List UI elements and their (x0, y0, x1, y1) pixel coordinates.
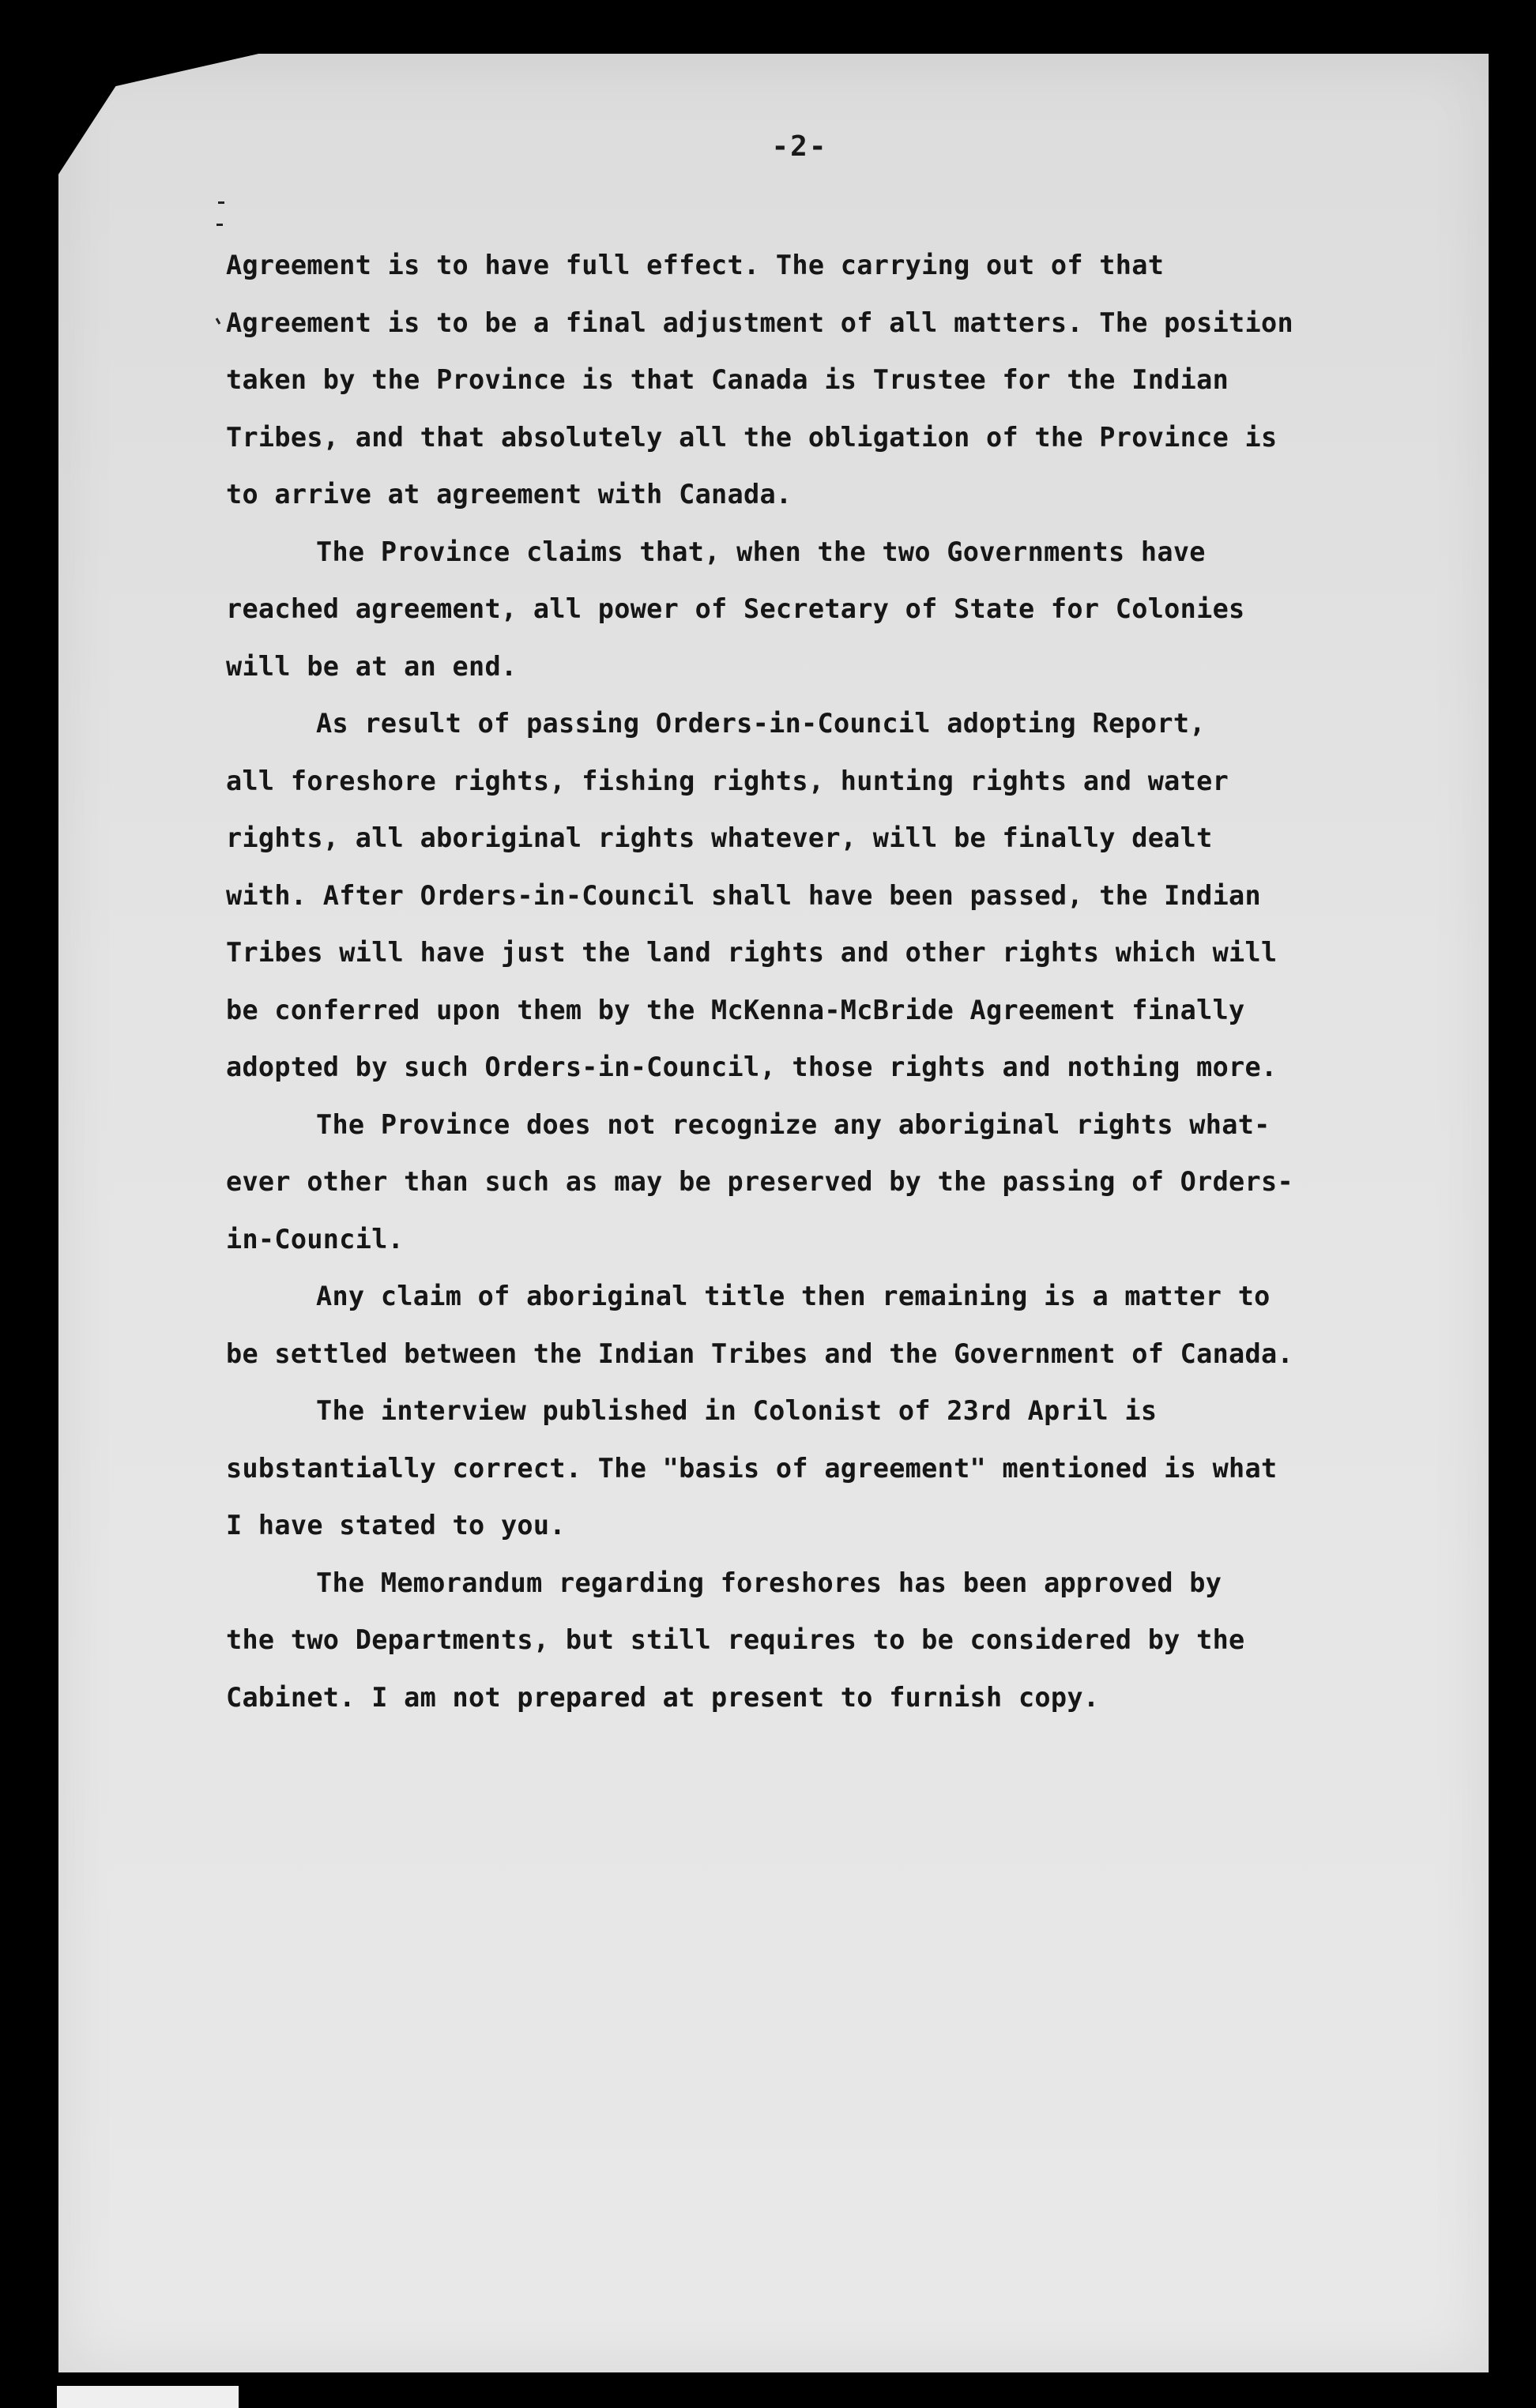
letter-body (226, 237, 1427, 1726)
text-line: Cabinet. I am not prepared at present to furnish copy. (226, 1681, 1100, 1713)
text-line: Agreement is to have full effect. The carrying out of that (226, 250, 1165, 280)
text-line: to arrive at agreement with Canada. (226, 479, 792, 510)
text-line: As result of passing Orders-in-Council adopting Report, (316, 708, 1206, 739)
text-line: be conferred upon them by the McKenna-McBride Agreement finally (226, 994, 1245, 1025)
text-line: be settled between the Indian Tribes and the Government of Canada. (226, 1338, 1293, 1369)
text-line: reached agreement, all power of Secretary of State for Colonies (226, 593, 1245, 624)
text-line: The Memorandum regarding foreshores has been approved by (316, 1567, 1222, 1598)
scan-edge-tab (57, 2386, 239, 2408)
paragraph (226, 524, 1427, 696)
text-line: Any claim of aboriginal title then remaining is a matter to (316, 1281, 1271, 1311)
text-line: Agreement is to be a final adjustment of all matters. The position (226, 307, 1293, 338)
text-line: substantially correct. The "basis of agreement" mentioned is what (226, 1452, 1278, 1484)
page-number: -2- (771, 130, 828, 163)
paragraph (226, 237, 1427, 524)
text-line: rights, all aboriginal rights whatever, will be finally dealt (226, 822, 1213, 853)
text-line: will be at an end. (226, 650, 518, 682)
text-line: The interview published in Colonist of 23rd April is (316, 1395, 1158, 1426)
text-line: adopted by such Orders-in-Council, those rights and nothing more. (226, 1052, 1278, 1082)
text-line: in-Council. (226, 1223, 405, 1255)
paragraph (226, 695, 1427, 1097)
text-line: Tribes will have just the land rights and other rights which will (226, 937, 1278, 968)
text-line: ever other than such as may be preserved by the passing of Orders- (226, 1166, 1293, 1197)
text-line: all foreshore rights, fishing rights, hunting rights and water (226, 765, 1229, 796)
paragraph (226, 1097, 1427, 1269)
text-line: the two Departments, but still requires to be considered by the (226, 1624, 1245, 1655)
text-line: with. After Orders-in-Council shall have been passed, the Indian (226, 879, 1261, 911)
paragraph (226, 1268, 1427, 1383)
text-line: I have stated to you. (226, 1510, 566, 1541)
text-line: taken by the Province is that Canada is Trustee for the Indian (226, 364, 1229, 395)
text-line: The Province claims that, when the two Governments have (316, 536, 1206, 567)
paragraph (226, 1555, 1427, 1727)
text-line: The Province does not recognize any aboriginal rights what- (316, 1108, 1271, 1140)
paragraph (226, 1383, 1427, 1555)
text-line: Tribes, and that absolutely all the obligation of the Province is (226, 421, 1278, 453)
